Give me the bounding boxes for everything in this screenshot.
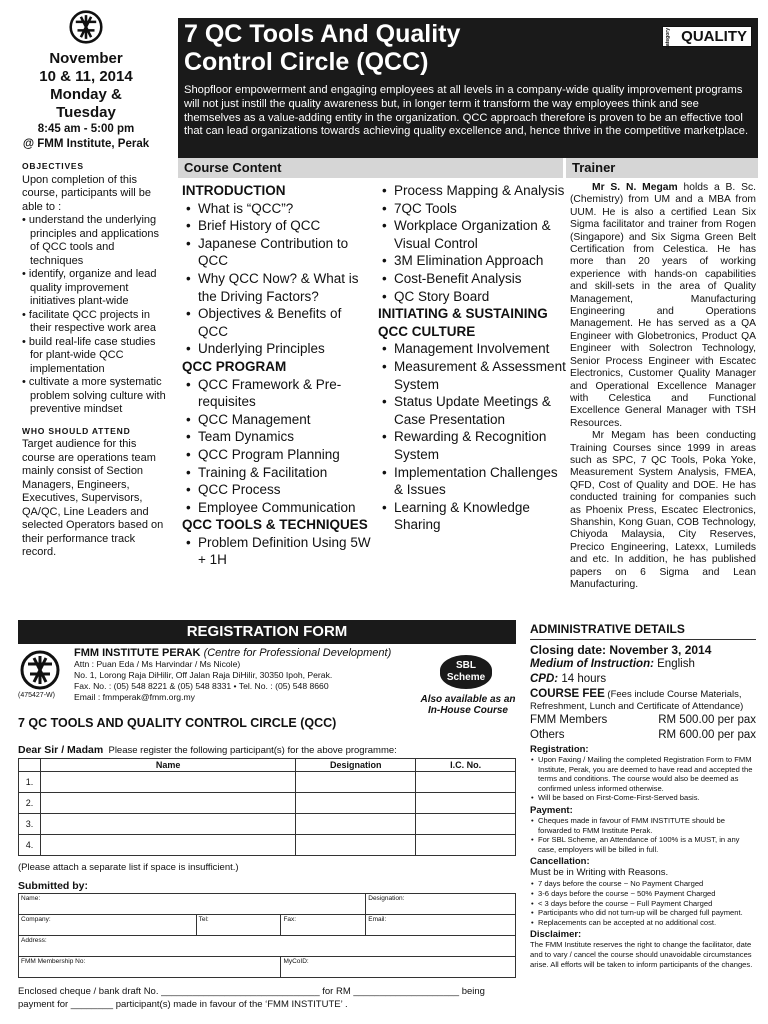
address-field[interactable] (19, 936, 516, 957)
table-row (19, 835, 516, 856)
list-item: • 3M Elimination Approach (378, 252, 566, 270)
list-item: • Cheques made in favour of FMM INSTITUTE should be forwarded to FMM Institute Perak. (530, 816, 756, 835)
col-name: Name (40, 759, 295, 772)
participant-designation-field[interactable] (296, 835, 416, 856)
section-title: QCC TOOLS & TECHNIQUES (182, 517, 368, 533)
mycoid-field[interactable] (281, 957, 516, 978)
list-item: • Status Update Meetings & Case Presentation (378, 393, 566, 428)
objectives-list (22, 214, 166, 417)
list-item: • < 3 days before the course ~ Full Payment Charged (530, 899, 756, 909)
table-row (19, 814, 516, 835)
section-title: INTRODUCTION (182, 183, 286, 198)
table-row (19, 793, 516, 814)
field-label: MyCoID: (283, 958, 309, 965)
company-field[interactable] (19, 915, 197, 936)
closing-date: Closing date: November 3, 2014 (530, 642, 712, 657)
field-label: Address: (21, 937, 47, 944)
section-title: INITIATING & SUSTAINING QCC CULTURE (378, 306, 548, 339)
cpd-label: CPD: (530, 672, 559, 685)
participant-name-field[interactable] (40, 814, 295, 835)
field-label: FMM Membership No: (21, 958, 86, 965)
title-line-1: 7 QC Tools And Quality (184, 20, 461, 48)
left-column (0, 10, 172, 615)
fee-others-row (530, 728, 756, 743)
field-label: Tel: (198, 916, 209, 923)
email-field[interactable] (366, 915, 516, 936)
list-item: • Rewarding & Recognition System (378, 428, 566, 463)
badge-small-label: category (665, 28, 672, 49)
trainer-para-2: Mr Megam has been conducting Training Courses since 1999 in areas such as SPC, 7 QC Tools, Poka Yoke, Measurement System Analysis, FMEA, QFD, Cost of Quality and DOE. He has conducted training for companies such as Phoenix Press, Escatec Electronics, Shanshin, Kong Guan, COB Technology, Chiyoda Malaysia, City Reserves, Precico Engineering, Latexx, Lumileds and etc. In addition, he has published papers on 6 Sigma and Lean Manufacturing. (570, 430, 756, 590)
company-reg-no: (475427-W) (18, 692, 55, 699)
list-item: • QCC Management (182, 411, 372, 429)
payment-heading: Payment: (530, 804, 573, 816)
fee-others-value: RM 600.00 per pax (658, 728, 756, 741)
field-label: Name: (21, 895, 41, 902)
list-item: • Team Dynamics (182, 428, 372, 446)
col-designation: Designation (296, 759, 416, 772)
list-item: • 7 days before the course ~ No Payment Charged (530, 879, 756, 889)
list-item: • QCC Process (182, 481, 372, 499)
participant-ic-field[interactable] (416, 772, 516, 793)
list-item: • Objectives & Benefits of QCC (182, 305, 372, 340)
institute-contact (74, 648, 404, 703)
fee-members-label: FMM Members (530, 714, 608, 726)
list-item: • Management Involvement (378, 340, 566, 358)
registration-terms-heading: Registration: (530, 744, 589, 755)
cancellation-intro: Must be in Writing with Reasons. (530, 867, 669, 879)
date-weekday-1: Monday & (50, 86, 122, 103)
attend-heading: WHO SHOULD ATTEND (22, 425, 131, 436)
row-number: 4. (19, 835, 41, 856)
email-line: Email : fmmperak@fmm.org.my (74, 692, 195, 702)
field-label: Company: (21, 916, 51, 923)
salutation-label: Dear Sir / Madam (18, 744, 104, 756)
list-item: • What is “QCC”? (182, 200, 372, 218)
medium-label: Medium of Instruction: (530, 658, 654, 670)
list-item: • Upon Faxing / Mailing the completed Registration Form to FMM Institute, Perak, you are deemed to have read and accepted the terms and conditions. The course would also be deemed as confirmed unless informed otherwise. (530, 755, 756, 793)
table-row (19, 772, 516, 793)
fee-others-label: Others (530, 728, 565, 741)
date-days: 10 & 11, 2014 (39, 68, 133, 85)
course-column-1 (182, 182, 372, 569)
course-time: 8:45 am - 5:00 pm (37, 123, 135, 135)
phone-line: Fax. No. : (05) 548 8221 & (05) 548 8331 • Tel. No. : (05) 548 8660 (74, 681, 329, 691)
medium-line (530, 657, 756, 672)
list-item: • Learning & Knowledge Sharing (378, 499, 566, 534)
admin-heading: ADMINISTRATIVE DETAILS (530, 622, 756, 640)
list-item: • Employee Communication (182, 499, 372, 517)
designation-field[interactable] (366, 894, 516, 915)
submitter-table (18, 893, 516, 978)
participant-ic-field[interactable] (416, 835, 516, 856)
attend-text: Target audience for this course are operations team mainly consist of Section Managers, Engineers, Executives, Supervisors, QA/QC, Line Leaders and selected Operators based on their performance track record. (22, 438, 164, 558)
sbl-line-1: SBL (456, 660, 476, 671)
participant-designation-field[interactable] (296, 814, 416, 835)
list-item: • QCC Framework & Pre-requisites (182, 376, 372, 411)
participant-designation-field[interactable] (296, 772, 416, 793)
list-item: • QCC Program Planning (182, 446, 372, 464)
objectives-heading: OBJECTIVES (22, 161, 84, 171)
objectives-intro: Upon completion of this course, participants will be able to : (22, 173, 152, 213)
badge-label: QUALITY (681, 28, 747, 45)
participant-name-field[interactable] (40, 793, 295, 814)
fmm-logo-icon (69, 10, 103, 44)
trainer-name: Mr S. N. Megam (592, 182, 678, 193)
field-label: Fax: (283, 916, 297, 923)
list-item: • Will be based on First-Come-First-Served basis. (530, 793, 756, 803)
payment-statement: Enclosed cheque / bank draft No. ______________________________ for RM ____________________ being payment for ________ participant(s) made in favour of the ‘FMM INSTITUTE’ . (18, 986, 485, 1010)
field-label: Email: (368, 916, 387, 923)
fee-members-value: RM 500.00 per pax (658, 714, 756, 726)
list-item: • Implementation Challenges & Issues (378, 464, 566, 499)
inhouse-note: Also available as an In-House Course (420, 694, 516, 716)
sbl-line-2: Scheme (446, 672, 486, 683)
address-line: No. 1, Lorong Raja DiHilir, Off Jalan Raja DiHilir, 30350 Ipoh, Perak. (74, 670, 333, 680)
list-item: • Measurement & Assessment System (378, 358, 566, 393)
trainer-para-1 (570, 182, 756, 430)
fee-members-row (530, 713, 756, 728)
sbl-scheme-badge (440, 655, 492, 689)
trainer-bio (570, 182, 756, 591)
participant-name-field[interactable] (40, 835, 295, 856)
course-content-heading: Course Content (178, 158, 563, 178)
tel-field[interactable] (196, 915, 281, 936)
participant-designation-field[interactable] (296, 793, 416, 814)
list-item: • understand the underlying principles and applications of QCC tools and techniques (22, 214, 166, 268)
list-item: • Participants who did not turn-up will be charged full payment. (530, 908, 756, 918)
cpd-line (530, 672, 756, 687)
admin-details (530, 622, 756, 969)
list-item: • 3-6 days before the course ~ 50% Payment Charged (530, 889, 756, 899)
date-weekday-2: Tuesday (56, 104, 116, 121)
row-number: 2. (19, 793, 41, 814)
fee-note: (Fees include Course Materials, Refreshment, Lunch and Certificate of Attendance) (530, 689, 744, 712)
participants-table (18, 758, 516, 856)
institute-name: FMM INSTITUTE PERAK (74, 647, 201, 659)
list-item: • Replacements can be accepted at no additional cost. (530, 918, 756, 928)
list-item: • 7QC Tools (378, 200, 566, 218)
row-number: 1. (19, 772, 41, 793)
list-item: • cultivate a more systematic problem solving culture with preventive mindset (22, 376, 166, 417)
list-item: • Problem Definition Using 5W + 1H (182, 534, 372, 569)
list-item: • Process Mapping & Analysis (378, 182, 566, 200)
registration-course-title: 7 QC TOOLS AND QUALITY CONTROL CIRCLE (QCC) (18, 716, 337, 730)
list-item: • For SBL Scheme, an Attendance of 100% is a MUST, in any case, employers will be billed in full. (530, 835, 756, 854)
medium-value: English (657, 658, 695, 670)
page-title (184, 20, 624, 76)
title-line-2: Control Circle (QCC) (184, 48, 429, 76)
participant-ic-field[interactable] (416, 814, 516, 835)
col-ic-no: I.C. No. (416, 759, 516, 772)
list-item: • identify, organize and lead quality improvement initiatives plant-wide (22, 268, 166, 309)
disclaimer-heading: Disclaimer: (530, 929, 582, 941)
list-item: • Training & Facilitation (182, 464, 372, 482)
attach-note: (Please attach a separate list if space is insufficient.) (18, 862, 239, 873)
section-title: QCC PROGRAM (182, 358, 287, 374)
membership-field[interactable] (19, 957, 281, 978)
table-header-row (19, 759, 516, 772)
list-item: • Brief History of QCC (182, 217, 372, 235)
date-month: November (49, 50, 123, 67)
list-item: • build real-life case studies for plant-wide QCC implementation (22, 336, 166, 377)
row-number: 3. (19, 814, 41, 835)
header-banner (178, 18, 758, 158)
participant-ic-field[interactable] (416, 793, 516, 814)
trainer-heading: Trainer (566, 158, 758, 178)
list-item: • Underlying Principles (182, 340, 372, 358)
list-item: • Japanese Contribution to QCC (182, 235, 372, 270)
submitted-by-label: Submitted by: (18, 880, 88, 892)
course-venue: @ FMM Institute, Perak (22, 138, 150, 150)
field-label: Designation: (368, 895, 405, 902)
institute-subtitle: (Centre for Professional Development) (203, 647, 392, 659)
fax-field[interactable] (281, 915, 366, 936)
category-badge (662, 26, 752, 47)
cpd-value: 14 hours (561, 672, 607, 685)
name-field[interactable] (19, 894, 366, 915)
intro-text: Shopfloor empowerment and engaging employees at all levels in a company-wide quality improvement programs will not just instill the quality awareness but, in longer term it transform the way employees think and see themselves as a value-adding entity in the organization. QCC approach therefore is proven to be an effective tool that can lead organizations towards achieving quality excellence and, hence thrive in the competitive marketplace. (184, 84, 749, 138)
list-item: • Workplace Organization & Visual Control (378, 217, 566, 252)
salutation-text: Please register the following participant(s) for the above programme: (108, 745, 397, 756)
course-column-2 (378, 182, 566, 534)
trainer-text-1: holds a B. Sc. (Chemistry) from UM and a MBA from UUM. He is also a certified Lean Six Sigma facilitator and trainer from Rogen (Singapore) and Six Sigma Green Belt Certification from Celestica. He has more than 20 years of working experience with hands-on capabilities and skill-sets in the area of Quality Management, Manufacturing Engineering and Operations Management. He has served as a QA Engineer with Globetronics, Product QA Engineer with Solectron Technology, Senior Process Engineer with Escatec Electronics, Customer Quality Manager and Operational Excellence Manager with Celestica and Functional Excellence General Manager with TSH Resources. (570, 182, 756, 429)
list-item: • Cost-Benefit Analysis (378, 270, 566, 288)
list-item: • facilitate QCC projects in their respective work area (22, 309, 166, 336)
list-item: • QC Story Board (378, 288, 566, 306)
list-item: • Why QCC Now? & What is the Driving Factors? (182, 270, 372, 305)
disclaimer-text: The FMM Institute reserves the right to change the facilitator, date and to vary / cancel the course should unavoidable circumstances arise. All efforts will be taken to inform participants of the changes. (530, 940, 753, 969)
salutation (18, 744, 397, 756)
cancellation-heading: Cancellation: (530, 856, 590, 868)
fee-label: COURSE FEE (530, 688, 605, 700)
registration-heading: REGISTRATION FORM (18, 620, 516, 644)
participant-name-field[interactable] (40, 772, 295, 793)
attn-line: Attn : Puan Eda / Ms Harvindar / Ms Nicole) (74, 659, 241, 669)
fmm-institute-logo-icon (20, 650, 60, 690)
fee-line (530, 688, 756, 713)
